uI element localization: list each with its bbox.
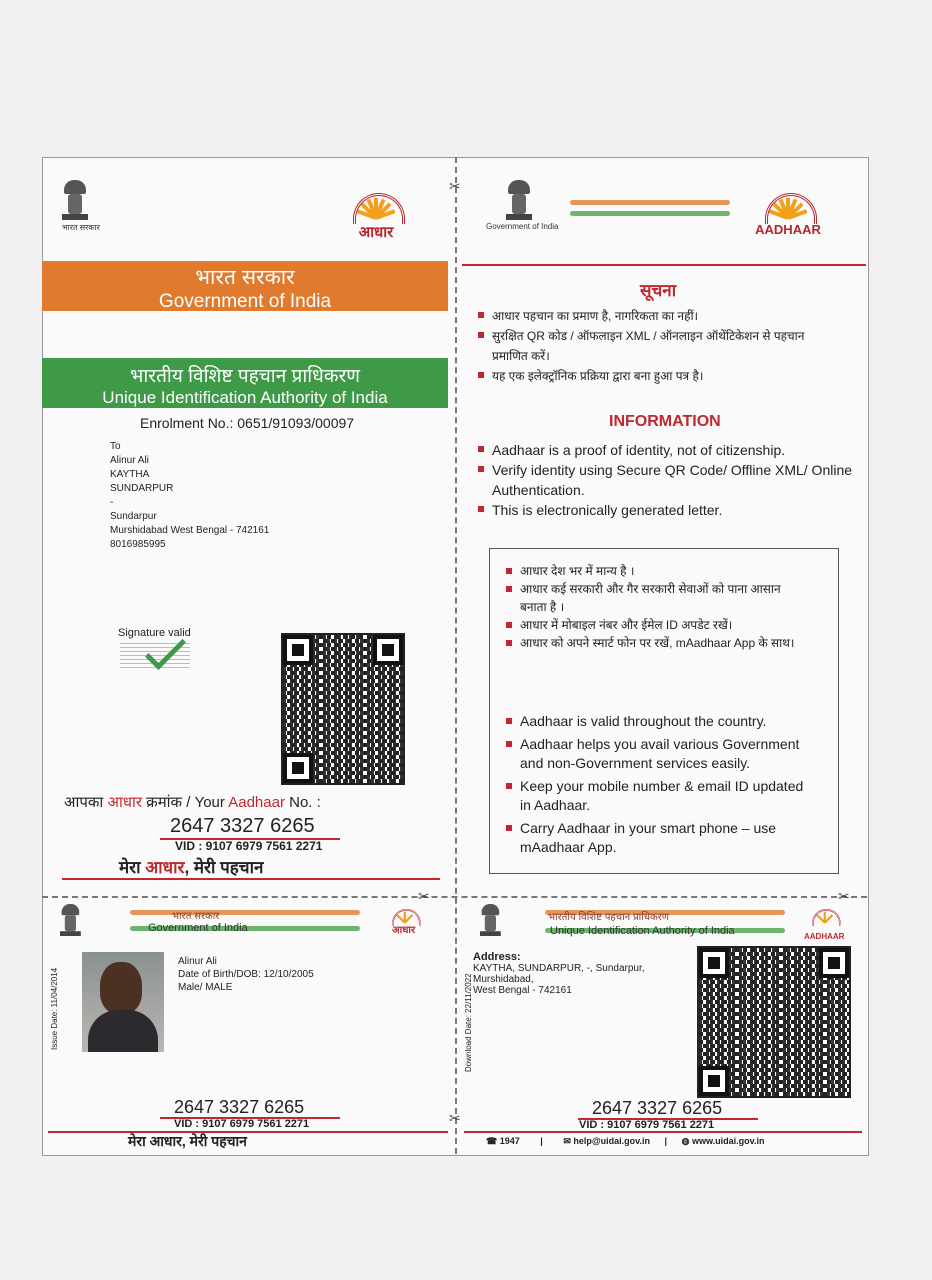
vid-number: VID : 9107 6979 7561 2271 — [174, 1118, 310, 1130]
aadhaar-number: 2647 3327 6265 — [170, 815, 315, 837]
address-line: SUNDARPUR — [110, 483, 174, 494]
fingerprint-icon — [765, 193, 817, 224]
globe-icon: ◍ — [681, 1136, 690, 1146]
list-item: यह एक इलेक्ट्रॉनिक प्रक्रिया द्वारा बना हुआ पत्र है। — [478, 366, 838, 386]
qr-code — [697, 946, 851, 1098]
phone-number: 1947 — [499, 1136, 520, 1146]
uidai-hindi: भारतीय विशिष्ट पहचान प्राधिकरण — [130, 366, 360, 387]
divider — [48, 1131, 448, 1133]
holder-dob: Date of Birth/DOB: 12/10/2005 — [178, 969, 314, 980]
scissors-icon: ✂ — [838, 888, 850, 904]
scissors-icon: ✂ — [449, 1110, 461, 1126]
tagline: मेरा आधार, मेरी पहचान — [119, 858, 264, 877]
uidai-band — [42, 358, 448, 408]
logo-text: AADHAAR — [804, 932, 845, 941]
emblem-caption: भारत सरकार — [62, 223, 100, 232]
list-item: सुरक्षित QR कोड / ऑफलाइन XML / ऑनलाइन ऑथेंटिकेशन से पहचान प्रमाणित करें। — [478, 326, 838, 366]
aadhaar-logo — [380, 904, 408, 923]
aadhaar-number: 2647 3327 6265 — [174, 1097, 305, 1117]
list-item: Aadhaar is valid throughout the country. — [506, 712, 816, 731]
address-back — [473, 952, 645, 996]
uidai-english: Unique Identification Authority of India — [102, 388, 388, 407]
address-line: Alinur Ali — [110, 455, 149, 466]
uidai-hindi: भारतीय विशिष्ट पहचान प्राधिकरण — [548, 912, 670, 923]
vid-number: VID : 9107 6979 7561 2271 — [175, 839, 323, 853]
logo-text: आधार — [392, 925, 416, 936]
holder-gender: Male/ MALE — [178, 982, 233, 993]
national-emblem-icon — [480, 904, 501, 936]
address-line: To — [110, 441, 121, 452]
national-emblem-icon — [486, 180, 559, 231]
govt-hindi: भारत सरकार — [195, 266, 295, 289]
aadhaar-logo — [800, 904, 828, 923]
contact-footer: ☎ 1947 | ✉ help@uidai.gov.in | ◍ www.uidai.gov.in — [486, 1136, 765, 1146]
list-item: आधार में मोबाइल नंबर और ईमेल ID अपडेट रखें। — [506, 616, 806, 634]
list-item: आधार कई सरकारी और गैर सरकारी सेवाओं को पाना आसान बनाता है । — [506, 580, 806, 616]
qr-code — [281, 633, 405, 785]
english-points — [478, 440, 856, 520]
vid-number: VID : 9107 6979 7561 2271 — [579, 1119, 715, 1131]
box-hindi-points — [506, 562, 806, 652]
address-line: Murshidabad, — [473, 974, 534, 985]
divider — [462, 264, 866, 266]
list-item: आधार देश भर में मान्य है । — [506, 562, 806, 580]
govt-hindi: भारत सरकार — [172, 911, 220, 922]
website: www.uidai.gov.in — [691, 1136, 765, 1146]
cut-line-vertical — [455, 157, 457, 1154]
address-label: Address: — [473, 951, 521, 963]
tricolor-stripe — [130, 910, 360, 915]
download-date: Download Date: 22/11/2022 — [464, 973, 473, 1072]
phone-icon: ☎ — [486, 1136, 498, 1146]
list-item: Aadhaar is a proof of identity, not of citizenship. — [478, 440, 856, 460]
uidai-english: Unique Identification Authority of India — [550, 925, 735, 937]
address-line: - — [110, 497, 114, 508]
hindi-points — [478, 306, 838, 386]
address-line: Murshidabad West Bengal - 742161 — [110, 525, 270, 536]
list-item: Keep your mobile number & email ID updated in Aadhaar. — [506, 777, 816, 815]
address-block — [110, 440, 269, 552]
list-item: Carry Aadhaar in your smart phone – use mAadhaar App. — [506, 819, 816, 857]
signature-valid-label: Signature valid — [118, 627, 191, 639]
national-emblem-icon — [62, 180, 100, 232]
address-line: Sundarpur — [110, 511, 157, 522]
fingerprint-icon — [812, 909, 841, 926]
govt-english: Government of India — [148, 922, 248, 934]
holder-details — [178, 955, 314, 994]
address-line: West Bengal - 742161 — [473, 985, 572, 996]
emblem-caption: Government of India — [486, 222, 559, 231]
scissors-icon: ✂ — [449, 178, 461, 194]
holder-name: Alinur Ali — [178, 956, 217, 967]
box-english-points — [506, 712, 816, 857]
govt-band — [42, 261, 448, 311]
govt-english: Government of India — [158, 291, 332, 312]
tagline: मेरा आधार, मेरी पहचान — [128, 1133, 247, 1149]
list-item: This is electronically generated letter. — [478, 500, 856, 520]
divider — [62, 878, 440, 880]
cut-line-horizontal — [42, 896, 867, 898]
aadhaar-number-label: आपका आधार क्रमांक / Your Aadhaar No. : — [64, 794, 321, 811]
address-line: KAYTHA, SUNDARPUR, -, Sundarpur, — [473, 963, 645, 974]
list-item: Aadhaar helps you avail various Government and non-Government services easily. — [506, 735, 816, 773]
issue-date: Issue Date: 11/04/2014 — [50, 967, 59, 1050]
enrolment-number: Enrolment No.: 0651/91093/00097 — [140, 415, 355, 431]
fingerprint-icon — [353, 193, 405, 224]
tricolor-stripe — [570, 200, 730, 205]
scissors-icon: ✂ — [418, 888, 430, 904]
tricolor-stripe — [570, 211, 730, 216]
logo-text: आधार — [358, 224, 394, 241]
list-item: आधार को अपने स्मार्ट फोन पर रखें, mAadhaar App के साथ। — [506, 634, 806, 652]
address-line: 8016985995 — [110, 539, 166, 550]
aadhaar-number: 2647 3327 6265 — [592, 1098, 723, 1118]
divider — [464, 1131, 862, 1133]
email-address: help@uidai.gov.in — [573, 1136, 651, 1146]
photo — [82, 952, 164, 1052]
list-item: Verify identity using Secure QR Code/ Offline XML/ Online Authentication. — [478, 460, 856, 500]
national-emblem-icon — [60, 904, 81, 936]
notice-heading-hindi: सूचना — [640, 281, 677, 300]
logo-text: AADHAAR — [755, 222, 821, 237]
aadhaar-logo — [328, 184, 424, 242]
email-icon: ✉ — [563, 1136, 571, 1146]
address-line: KAYTHA — [110, 469, 150, 480]
aadhaar-logo — [740, 184, 836, 237]
list-item: आधार पहचान का प्रमाण है, नागरिकता का नहीं। — [478, 306, 838, 326]
information-heading: INFORMATION — [609, 413, 721, 430]
